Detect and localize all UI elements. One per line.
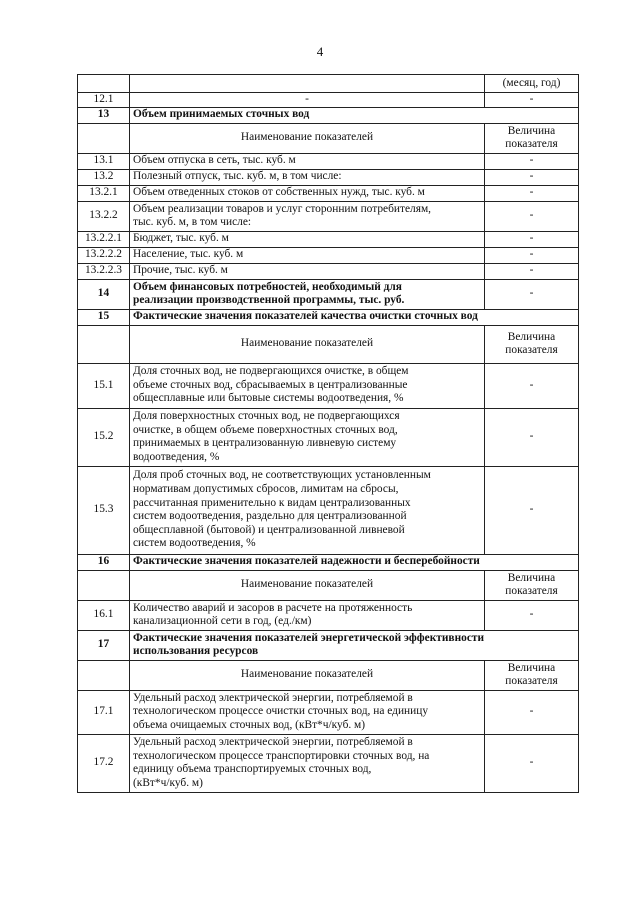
row-text: Объем реализации товаров и услуг сторонним потребителям, тыс. куб. м, в том числе: — [130, 201, 485, 231]
row-value: - — [485, 600, 579, 630]
column-header-row — [78, 325, 579, 363]
table-row — [78, 600, 579, 630]
column-header-name: Наименование показателей — [130, 660, 485, 690]
row-value: - — [485, 153, 579, 169]
row-text: Удельный расход электрической энергии, потребляемой в технологическом процессе очистки сточных вод, на единицу объема очищаемых сточных вод, (кВт*ч/куб. м) — [130, 690, 485, 734]
row-number: 15.2 — [78, 408, 130, 466]
column-header-row — [78, 660, 579, 690]
row-number: 13.2.2.2 — [78, 247, 130, 263]
row-value: - — [485, 690, 579, 734]
column-header-name: Наименование показателей — [130, 570, 485, 600]
section-number: 16 — [78, 554, 130, 570]
table-row — [78, 201, 579, 231]
section-number: 15 — [78, 309, 130, 325]
section-number: 14 — [78, 279, 130, 309]
table-row — [78, 466, 579, 554]
row-value: - — [485, 201, 579, 231]
row-value: - — [485, 408, 579, 466]
section-title: Объем принимаемых сточных вод — [130, 107, 579, 123]
row-text: Удельный расход электрической энергии, потребляемой в технологическом процессе транспортировки сточных вод, на единицу объема транспортируемых сточных вод, (кВт*ч/куб. м) — [130, 734, 485, 792]
section-header-row — [78, 107, 579, 123]
table-row — [78, 247, 579, 263]
table-row — [78, 153, 579, 169]
table-row — [78, 408, 579, 466]
row-number — [78, 75, 130, 93]
row-value: - — [485, 185, 579, 201]
table-row — [78, 185, 579, 201]
column-header-value: Величина показателя — [485, 570, 579, 600]
row-value: - — [485, 231, 579, 247]
section-number: 17 — [78, 630, 130, 660]
row-number: 13.2 — [78, 169, 130, 185]
table-row — [78, 363, 579, 408]
section-title: Объем финансовых потребностей, необходимый для реализации производственной программы, тыс. руб. — [130, 279, 485, 309]
row-value: (месяц, год) — [485, 75, 579, 93]
table-row — [78, 263, 579, 279]
column-header-value: Величина показателя — [485, 660, 579, 690]
row-number: 13.2.2 — [78, 201, 130, 231]
section-header-row — [78, 554, 579, 570]
row-number: 13.2.2.3 — [78, 263, 130, 279]
section-title: Фактические значения показателей надежности и бесперебойности — [130, 554, 579, 570]
row-text: Бюджет, тыс. куб. м — [130, 231, 485, 247]
table-row — [78, 690, 579, 734]
row-number: 15.3 — [78, 466, 130, 554]
row-number: 17.1 — [78, 690, 130, 734]
row-text: Количество аварий и засоров в расчете на протяженность канализационной сети в год, (ед./км) — [130, 600, 485, 630]
column-header-value: Величина показателя — [485, 325, 579, 363]
row-value: - — [485, 734, 579, 792]
row-text: Население, тыс. куб. м — [130, 247, 485, 263]
section-number: 13 — [78, 107, 130, 123]
table-row — [78, 231, 579, 247]
column-header-name: Наименование показателей — [130, 325, 485, 363]
section-header-row — [78, 630, 579, 660]
row-number: 16.1 — [78, 600, 130, 630]
row-value: - — [485, 169, 579, 185]
row-value: - — [485, 279, 579, 309]
row-number: 13.2.2.1 — [78, 231, 130, 247]
row-value: - — [485, 363, 579, 408]
row-text — [130, 75, 485, 93]
table-row — [78, 734, 579, 792]
row-text: - — [130, 93, 485, 108]
row-text: Прочие, тыс. куб. м — [130, 263, 485, 279]
row-number: 13.2.1 — [78, 185, 130, 201]
row-number: 13.1 — [78, 153, 130, 169]
column-header-name: Наименование показателей — [130, 123, 485, 153]
section-header-row — [78, 279, 579, 309]
row-text: Доля сточных вод, не подвергающихся очистке, в общем объеме сточных вод, сбрасываемых в централизованные общесплавные или бытовые системы водоотведения, % — [130, 363, 485, 408]
section-title: Фактические значения показателей качества очистки сточных вод — [130, 309, 579, 325]
row-text: Полезный отпуск, тыс. куб. м, в том числе: — [130, 169, 485, 185]
row-value: - — [485, 93, 579, 108]
row-text: Объем отведенных стоков от собственных нужд, тыс. куб. м — [130, 185, 485, 201]
table-row — [78, 169, 579, 185]
row-text: Доля поверхностных сточных вод, не подвергающихся очистке, в общем объеме поверхностных сточных вод, принимаемых в централизованную ливневую систему водоотведения, % — [130, 408, 485, 466]
page-number: 4 — [316, 44, 324, 59]
table-row — [78, 75, 579, 93]
indicators-table — [77, 74, 579, 793]
section-title: Фактические значения показателей энергетической эффективности использования ресурсов — [130, 630, 579, 660]
column-header-value: Величина показателя — [485, 123, 579, 153]
row-value: - — [485, 263, 579, 279]
row-text: Объем отпуска в сеть, тыс. куб. м — [130, 153, 485, 169]
column-header-row — [78, 570, 579, 600]
row-value: - — [485, 247, 579, 263]
column-header-row — [78, 123, 579, 153]
row-number: 12.1 — [78, 93, 130, 108]
row-number: 15.1 — [78, 363, 130, 408]
section-header-row — [78, 309, 579, 325]
row-text: Доля проб сточных вод, не соответствующих установленным нормативам допустимых сбросов, лимитам на сбросы, рассчитанная применительно к видам централизованных систем водоотведения, раздельно для централизованной общесплавной (бытовой) и централизованной ливневой систем водоотведения, % — [130, 466, 485, 554]
row-value: - — [485, 466, 579, 554]
row-number: 17.2 — [78, 734, 130, 792]
table-row — [78, 93, 579, 108]
